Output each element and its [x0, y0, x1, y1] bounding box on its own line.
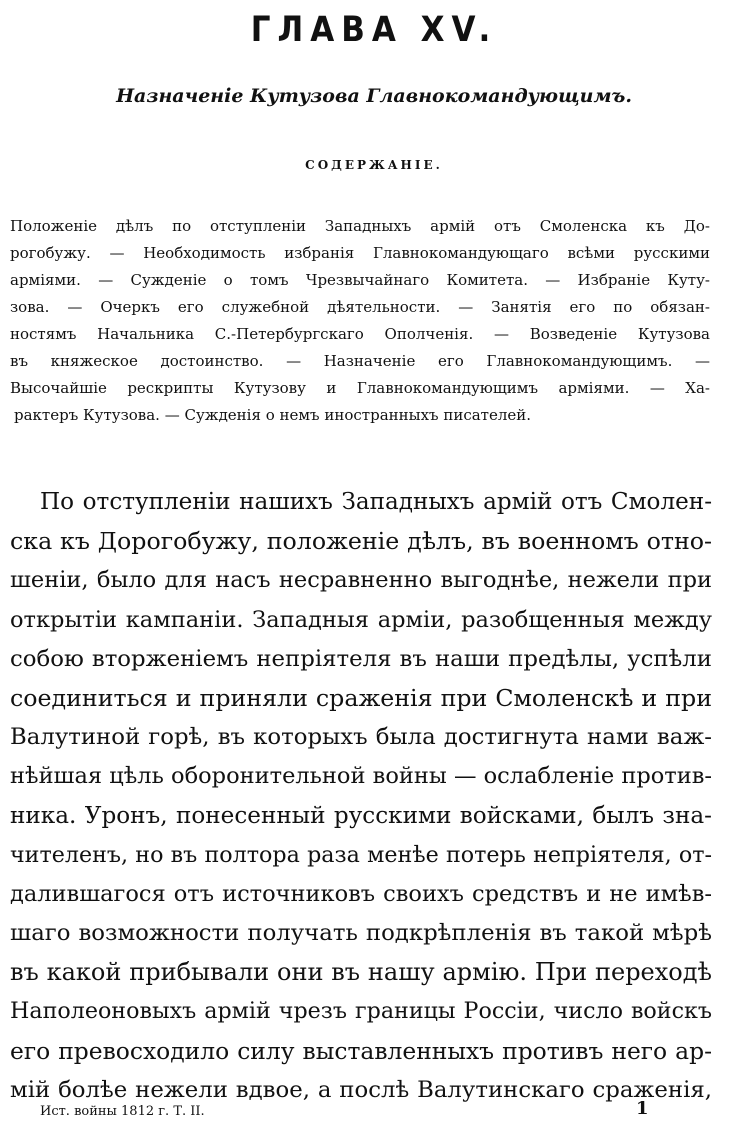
body-line: Наполеоновыхъ армій чрезъ границы Россіи, число войскъ — [10, 998, 712, 1025]
footer-signature: Ист. войны 1812 г. Т. II. — [40, 1104, 205, 1119]
body-text — [10, 483, 712, 1110]
summary-line: зова. — Очеркъ его служебной дѣятельности. — Занятія его по обязан- — [10, 298, 710, 316]
body-line: нѣйшая цѣль оборонительной войны — ослабленіе против- — [10, 763, 712, 790]
body-line: въ какой прибывали они въ нашу армію. При переходѣ — [10, 958, 712, 987]
body-line: собою вторженіемъ непріятеля въ наши предѣлы, успѣли — [10, 645, 712, 672]
body-line: соединиться и приняли сраженія при Смоленскѣ и при — [10, 683, 712, 712]
body-line: открытіи кампаніи. Западныя арміи, разобщенныя между — [10, 606, 712, 633]
summary-line: Положеніе дѣлъ по отступленіи Западныхъ армій отъ Смоленска къ До- — [10, 217, 710, 235]
chapter-summary — [10, 213, 710, 429]
body-line: ника. Уронъ, понесенный русскими войсками, былъ зна- — [10, 802, 712, 829]
body-line: чителенъ, но въ полтора раза менѣе потерь непріятеля, от- — [10, 841, 712, 868]
body-line: мій болѣе нежели вдвое, а послѣ Валутинскаго сраженія, — [10, 1076, 712, 1103]
chapter-subtitle: Назначеніе Кутузова Главнокомандующимъ. — [116, 85, 632, 107]
summary-line: рактеръ Кутузова. — Сужденія о немъ иностранныхъ писателей. — [14, 406, 532, 424]
body-line: его превосходило силу выставленныхъ противъ него ар- — [10, 1036, 712, 1065]
body-line: По отступленіи нашихъ Западныхъ армій отъ Смолен- — [40, 489, 712, 515]
summary-line: въ княжеское достоинство. — Назначеніе его Главнокомандующимъ. — — [10, 352, 710, 370]
body-line: Валутиной горѣ, въ которыхъ была достигнута нами важ- — [10, 724, 712, 751]
summary-line: Высочайшіе рескрипты Кутузову и Главнокомандующимъ арміями. — Ха- — [10, 379, 710, 397]
summary-line: рогобужу. — Необходимость избранія Главнокомандующаго всѣми русскими — [10, 244, 710, 262]
summary-line: ностямъ Начальника С.-Петербургскаго Ополченія. — Возведеніе Кутузова — [10, 325, 710, 343]
chapter-heading: ГЛАВА XV. — [250, 9, 498, 51]
body-line: далившагося отъ источниковъ своихъ средствъ и не имѣв- — [10, 880, 712, 907]
summary-line: арміями. — Сужденіе о томъ Чрезвычайнаго Комитета. — Избраніе Куту- — [10, 271, 710, 289]
body-line: ска къ Дорогобужу, положеніе дѣлъ, въ военномъ отно- — [10, 527, 712, 556]
body-line: шаго возможности получать подкрѣпленія въ такой мѣрѣ — [10, 920, 712, 947]
contents-label: СОДЕРЖАНІЕ. — [305, 158, 443, 172]
page-number: 1 — [636, 1098, 649, 1119]
body-line: шеніи, было для насъ несравненно выгоднѣе, нежели при — [10, 567, 712, 594]
